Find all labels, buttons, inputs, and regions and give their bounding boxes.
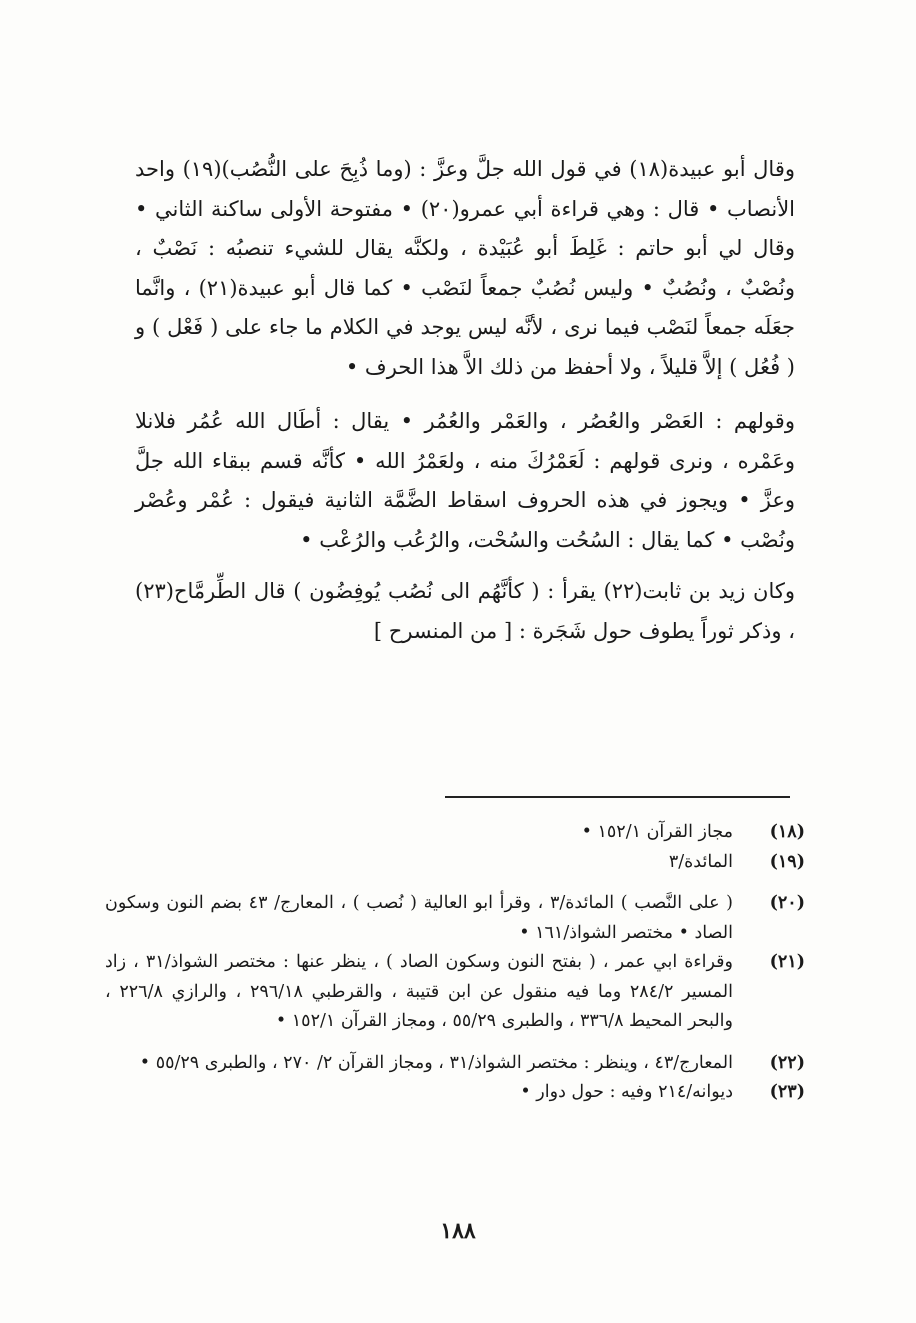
footnote-22 [105, 1049, 805, 1079]
footnote-21 [105, 948, 805, 1037]
footnote-text: مجاز القرآن ١٥٢/١ • [581, 822, 733, 842]
paragraph-3: وكان زيد بن ثابت(٢٢) يقرأ : ( كأنَّهُم الى نُصُب يُوفِضُون ) قال الطِّرمَّاح(٢٣) ، وذكر ثوراً يطوف حول شَجَرة : [ من المنسرح ] [135, 579, 795, 643]
footnote-text: المعارج/٤٣ ، وينظر : مختصر الشواذ/٣١ ، ومجاز القرآن ٢/ ٢٧٠ ، والطبرى ٥٥/٢٩ • [139, 1052, 733, 1073]
footnote-number: (٢٠) [769, 893, 805, 913]
footnote-separator [445, 796, 790, 798]
footnote-text: ( على النَّصب ) المائدة/٣ ، وقرأ ابو العالية ( نُصب ) ، المعارج/ ٤٣ بضم النون وسكون الصاد • مختصر الشواذ/١٦١ • [105, 893, 734, 943]
page-number: ١٨٨ [440, 1218, 476, 1244]
footnotes [105, 818, 805, 1108]
footnote-number: (٢١) [769, 952, 805, 972]
main-text [135, 150, 795, 651]
footnote-19 [105, 848, 805, 878]
footnote-18 [105, 818, 805, 848]
paragraph-2: وقولهم : العَصْر والعُصُر ، والعَمْر والعُمُر • يقال : أطَال الله عُمُر فلانلا وعَمْره ، ونرى قولهم : لَعَمْرُكَ منه ، ولعَمْرُ الله • كأنَّه قسم ببقاء الله جلَّ وعزَّ • ويجوز في هذه الحروف اسقاط الضَّمَّة الثانية فيقول : عُمْر وعُصْر ونُصْب • كما يقال : السُحُت والسُحْت، والرُعُب والرُعْب • [135, 409, 795, 552]
paragraph-1: وقال أبو عبيدة(١٨) في قول الله جلَّ وعزَّ : (وما ذُبِحَ على النُّصُب)(١٩) واحد الأنصاب • قال : وهي قراءة أبي عمرو(٢٠) • مفتوحة الأولى ساكنة الثاني • وقال لي أبو حاتم : غَلِطَ أبو عُبَيْدة ، ولكنَّه يقال للشيء تنصبُه : نَصْبٌ ، ونُصْبٌ ، ونُصُبٌ • وليس نُصُبٌ جمعاً لنَصْب • كما قال أبو عبيدة(٢١) ، وانَّما جعَلَه جمعاً لنَصْب فيما نرى ، لأنَّه ليس يوجد في الكلام ما جاء على ( فَعْل ) و ( فُعُل ) إلاَّ قليلاً ، ولا أحفظ من ذلك الاَّ هذا الحرف • [135, 157, 796, 379]
footnote-text: المائدة/٣ [668, 851, 733, 872]
footnote-text: وقراءة ابي عمر ، ( بفتح النون وسكون الصاد ) ، ينظر عنها : مختصر الشواذ/٣١ ، زاد المسير ٢٨٤/٢ وما فيه منقول عن ابن قتيبة ، والقرطبي ٢٩٦/١٨ ، والرازي ٢٢٦/٨ ، والبحر المحيط ٣٣٦/٨ ، والطبرى ٥٥/٢٩ ، ومجاز القرآن ١٥٢/١ • [105, 952, 733, 1031]
footnote-number: (٢٣) [769, 1082, 805, 1102]
footnote-text: ديوانه/٢١٤ وفيه : حول دوار • [520, 1082, 733, 1102]
footnote-number: (١٨) [769, 822, 805, 842]
footnote-20 [105, 889, 805, 948]
footnote-number: (٢٢) [769, 1052, 805, 1073]
footnote-23 [105, 1078, 805, 1108]
footnote-number: (١٩) [769, 851, 805, 872]
